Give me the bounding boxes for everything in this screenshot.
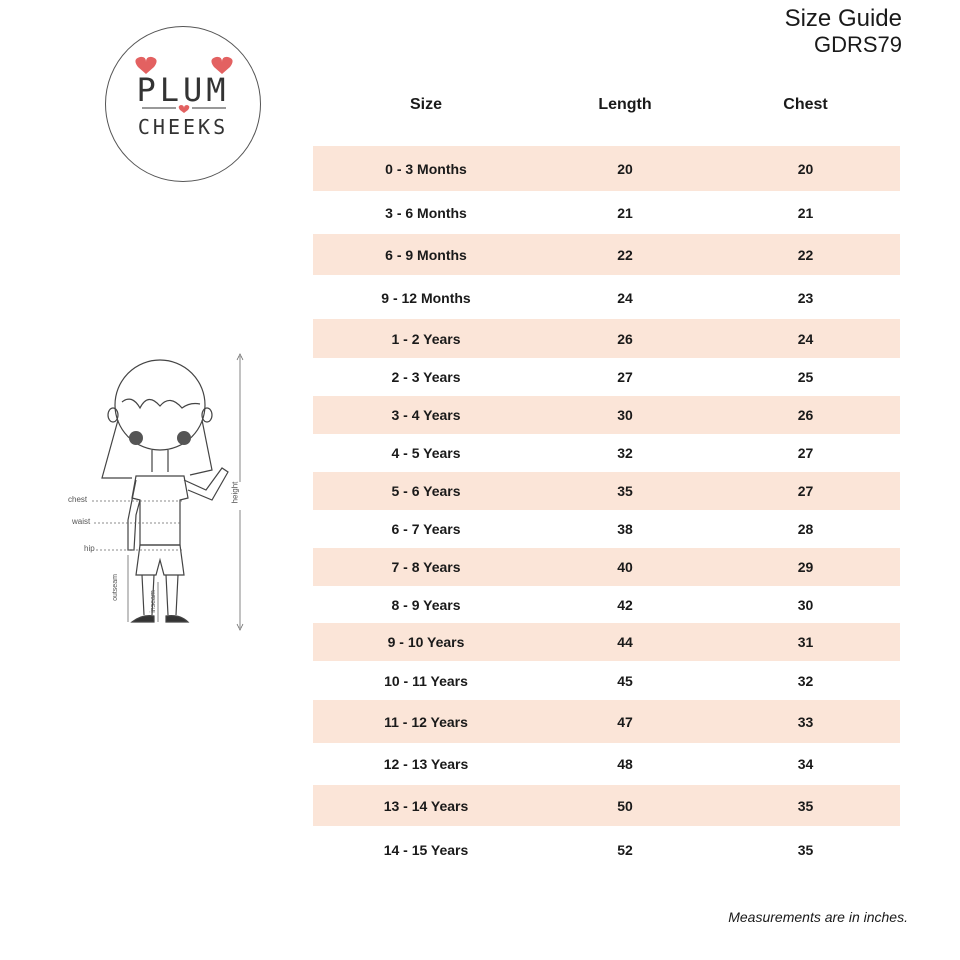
cell-length: 22 — [617, 246, 633, 263]
label-waist: waist — [72, 517, 91, 526]
cell-size: 6 - 7 Years — [391, 521, 461, 537]
table-row — [313, 510, 900, 548]
cell-length: 21 — [617, 204, 633, 221]
label-hip: hip — [84, 544, 95, 553]
cell-length: 30 — [617, 407, 633, 423]
cell-length: 35 — [617, 483, 633, 499]
table-row — [313, 191, 900, 234]
cell-size: 0 - 3 Months — [385, 160, 467, 177]
column-header-size: Size — [409, 96, 442, 113]
table-row — [313, 472, 900, 510]
label-inseam: inseam — [149, 590, 157, 613]
cell-chest: 29 — [797, 559, 814, 575]
cell-length: 48 — [617, 756, 633, 772]
footer-note: Measurements are in inches. — [728, 909, 908, 925]
table-row — [313, 276, 900, 319]
cell-chest: 26 — [797, 407, 814, 423]
cell-length: 27 — [617, 369, 633, 385]
cell-length: 38 — [617, 521, 633, 537]
title-block — [785, 6, 902, 58]
table-row — [313, 434, 900, 472]
product-code: GDRS79 — [813, 32, 902, 57]
table-row — [313, 661, 900, 700]
cell-chest: 35 — [797, 797, 814, 814]
cell-length: 47 — [617, 713, 633, 730]
label-height: height — [230, 481, 240, 504]
cell-length: 32 — [617, 445, 633, 461]
cell-chest: 35 — [797, 842, 814, 858]
cell-size: 4 - 5 Years — [391, 445, 461, 461]
label-outseam: outseam — [111, 574, 119, 601]
cell-chest: 24 — [797, 330, 814, 347]
column-header-length: Length — [598, 96, 652, 113]
cell-length: 52 — [617, 842, 633, 858]
cell-chest: 28 — [797, 521, 814, 537]
cell-length: 40 — [617, 559, 633, 575]
cell-size: 3 - 6 Months — [385, 204, 467, 221]
cell-chest: 25 — [797, 369, 814, 385]
table-row — [313, 234, 900, 275]
page-title: Size Guide — [784, 5, 902, 32]
cell-length: 45 — [617, 672, 633, 689]
table-row — [313, 396, 900, 434]
logo-line-2: CHEEKS — [137, 115, 229, 139]
cell-size: 9 - 10 Years — [387, 634, 465, 650]
cell-chest: 21 — [797, 204, 814, 221]
cell-size: 5 - 6 Years — [391, 483, 461, 499]
measurement-figure — [60, 350, 260, 640]
logo-line-1: PLUM — [136, 71, 230, 109]
table-row — [313, 358, 900, 396]
table-row — [313, 826, 900, 874]
cell-chest: 20 — [797, 160, 814, 177]
cell-size: 3 - 4 Years — [391, 407, 461, 423]
cell-chest: 23 — [797, 289, 814, 306]
cell-length: 24 — [617, 289, 633, 306]
cell-size: 2 - 3 Years — [391, 369, 461, 385]
cell-length: 50 — [617, 797, 633, 814]
cell-chest: 32 — [797, 672, 814, 689]
cell-chest: 22 — [797, 246, 814, 263]
cell-size: 9 - 12 Months — [381, 289, 471, 306]
cell-chest: 27 — [797, 445, 814, 461]
table-row — [313, 700, 900, 743]
column-header-chest: Chest — [783, 96, 828, 113]
table-row — [313, 743, 900, 785]
cell-chest: 30 — [797, 596, 814, 613]
table-row — [313, 548, 900, 586]
cell-size: 12 - 13 Years — [383, 756, 469, 772]
cell-size: 14 - 15 Years — [383, 842, 469, 858]
cell-length: 42 — [617, 596, 633, 613]
cell-chest: 33 — [797, 713, 814, 730]
cell-length: 26 — [617, 330, 633, 347]
table-row — [313, 785, 900, 826]
cell-chest: 27 — [797, 483, 814, 499]
cell-size: 10 - 11 Years — [384, 672, 468, 689]
table-row — [313, 146, 900, 191]
brand-logo — [105, 26, 261, 182]
cell-size: 7 - 8 Years — [391, 559, 461, 575]
cell-length: 44 — [617, 634, 633, 650]
label-chest: chest — [68, 495, 88, 504]
cell-size: 11 - 12 Years — [384, 713, 468, 730]
cell-length: 20 — [617, 160, 633, 177]
cell-size: 13 - 14 Years — [383, 797, 469, 814]
cell-size: 6 - 9 Months — [385, 246, 467, 263]
cell-chest: 31 — [797, 634, 814, 650]
table-row — [313, 586, 900, 623]
table-row — [313, 623, 900, 661]
table-row — [313, 319, 900, 358]
cell-size: 8 - 9 Years — [391, 596, 461, 613]
cell-chest: 34 — [797, 756, 814, 772]
cell-size: 1 - 2 Years — [391, 330, 461, 347]
